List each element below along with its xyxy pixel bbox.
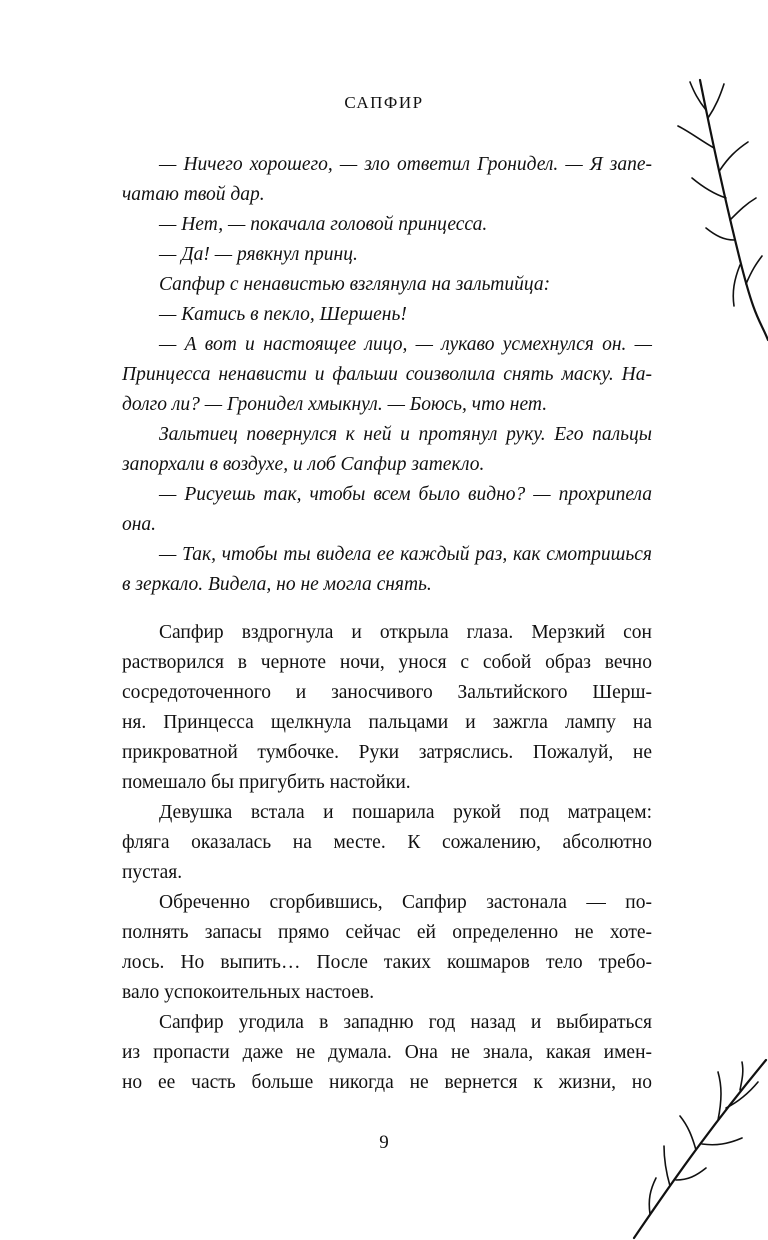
body-line: Сапфир угодила в западню год назад и выбираться [159, 1012, 652, 1033]
dialogue-line: — Рисуешь так, чтобы всем было видно? — прохрипела [159, 484, 652, 505]
body-line: вало успокоительных настоев. [122, 982, 375, 1003]
body-line: пустая. [122, 862, 183, 883]
running-title: САПФИР [344, 93, 424, 112]
dialogue-line: долго ли? — Гронидел хмыкнул. — Боюсь, что нет. [122, 394, 548, 415]
dialogue-line: — Ничего хорошего, — зло ответил Гронидел. — Я запе- [159, 154, 652, 175]
body-line: помешало бы пригубить настойки. [122, 772, 411, 793]
dialogue-line: Зальтиец повернулся к ней и протянул руку. Его пальцы [159, 424, 652, 445]
dialogue-line: Принцесса ненависти и фальши соизволила снять маску. На- [122, 364, 652, 385]
dialogue-line: — Катись в пекло, Шершень! [159, 304, 407, 325]
dialogue-line: запорхали в воздухе, и лоб Сапфир затекло. [122, 454, 485, 475]
body-line: Обреченно сгорбившись, Сапфир застонала — по- [159, 892, 652, 913]
body-line: полнять запасы прямо сейчас ей определенно не хоте- [122, 922, 652, 943]
body-line: лось. Но выпить… После таких кошмаров тело требо- [122, 952, 652, 973]
body-line: из пропасти даже не думала. Она не знала, какая имен- [122, 1042, 652, 1063]
body-line: растворился в черноте ночи, унося с собой образ вечно [122, 652, 652, 673]
body-line: Сапфир вздрогнула и открыла глаза. Мерзкий сон [159, 622, 652, 643]
page-number: 9 [379, 1132, 389, 1153]
body-line: прикроватной тумбочке. Руки затряслись. Пожалуй, не [122, 742, 652, 763]
dialogue-block [122, 150, 652, 600]
branch-ornament-top-icon [670, 70, 768, 350]
body-line: фляга оказалась на месте. К сожалению, абсолютно [122, 832, 652, 853]
body-text-block [122, 618, 652, 1098]
body-line: Девушка встала и пошарила рукой под матрацем: [159, 802, 652, 823]
dialogue-line: в зеркало. Видела, но не могла снять. [122, 574, 432, 595]
dialogue-line: — Да! — рявкнул принц. [159, 244, 358, 265]
dialogue-line: Сапфир с ненавистью взглянула на зальтийца: [159, 274, 551, 295]
body-line: ня. Принцесса щелкнула пальцами и зажгла лампу на [122, 712, 652, 733]
body-line: но ее часть больше никогда не вернется к жизни, но [122, 1072, 652, 1093]
dialogue-line: — А вот и настоящее лицо, — лукаво усмехнулся он. — [159, 334, 652, 355]
dialogue-line: чатаю твой дар. [122, 184, 265, 205]
body-line: сосредоточенного и заносчивого Зальтийского Шерш- [122, 682, 652, 703]
dialogue-line: она. [122, 514, 157, 535]
branch-ornament-bottom-icon [630, 1050, 768, 1240]
dialogue-line: — Так, чтобы ты видела ее каждый раз, как смотришься [159, 544, 652, 565]
dialogue-line: — Нет, — покачала головой принцесса. [159, 214, 488, 235]
